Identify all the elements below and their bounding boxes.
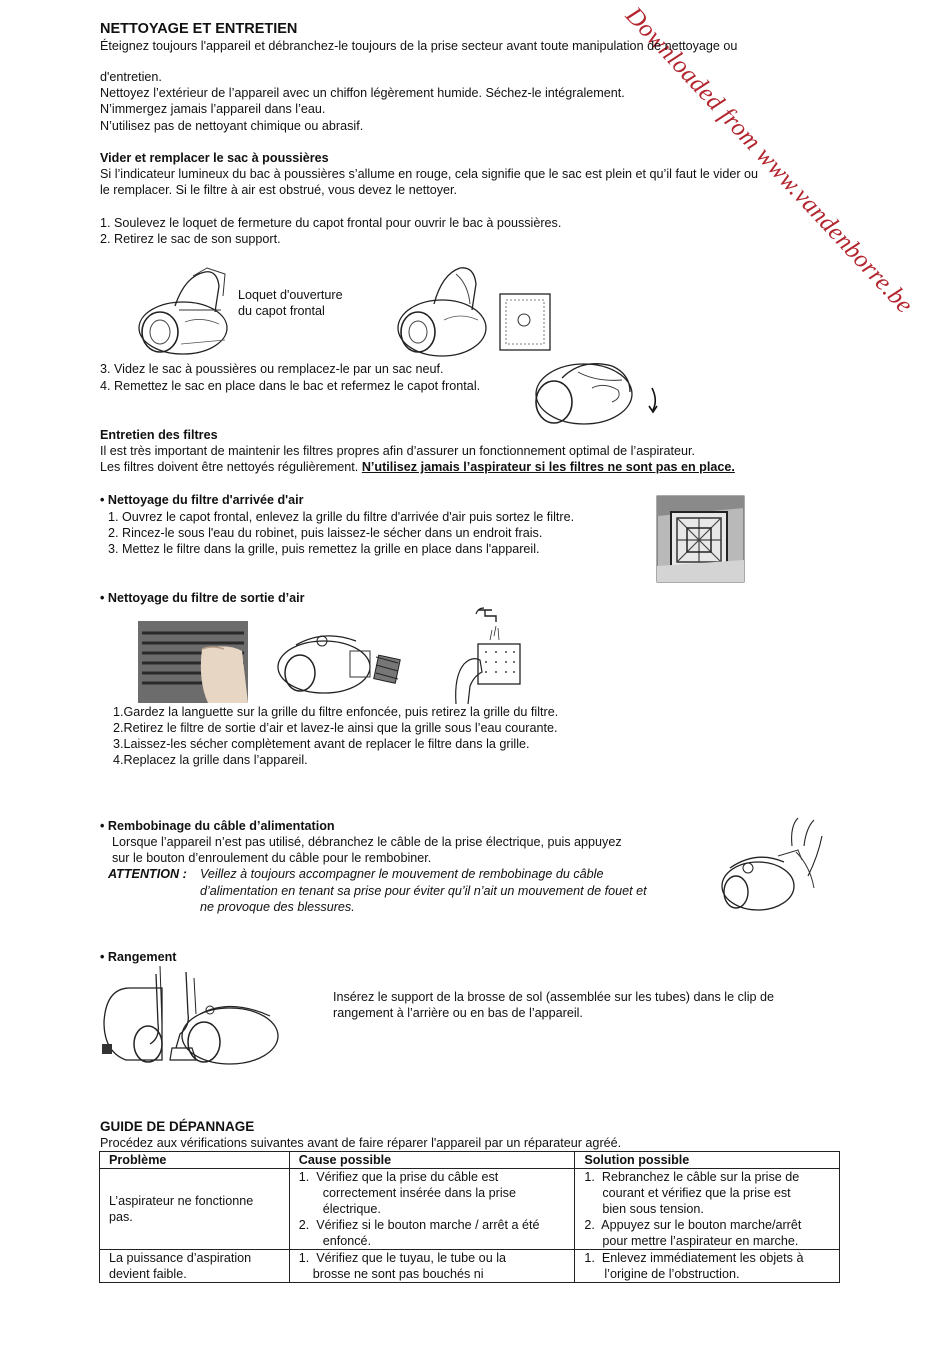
watermark-text: Downloaded from www.vandenborre.be [620,2,919,319]
outlet-filter-photo [138,621,248,703]
vacuum-open-lid-illustration [135,266,235,358]
cause-cell [289,1169,575,1250]
cause-cell [289,1250,575,1283]
outlet-step: 1.Gardez la languette sur la grille du filtre enfoncée, puis retirez la grille du filtre. [113,705,559,719]
cleaning-line: N’utilisez pas de nettoyant chimique ou abrasif. [100,119,364,133]
filters-title: Entretien des filtres [100,428,218,442]
cleaning-line: Éteignez toujours l'appareil et débranchez-le toujours de la prise secteur avant toute manipulation de nettoyage ou [100,39,738,53]
solution-text: Enlevez immédiatement les objets à [601,1251,804,1265]
column-header: Solution possible [575,1152,840,1169]
table-row [100,1250,840,1283]
inlet-step: 3. Mettez le filtre dans la grille, puis remettez la grille en place dans l'appareil. [108,542,540,556]
cleaning-title: NETTOYAGE ET ENTRETIEN [100,21,298,37]
cause-text: électrique. [322,1202,381,1216]
cause-text: Vérifiez que le tuyau, le tube ou la [316,1251,506,1265]
problem-text: pas. [109,1210,133,1224]
list-number: 1. [584,1170,595,1184]
list-number: 2. [584,1218,595,1232]
bag-intro: Si l’indicateur lumineux du bac à poussières s’allume en rouge, cela signifie que le sac est plein et qu’il faut le vider ou [100,167,759,181]
solution-text: bien sous tension. [602,1202,704,1216]
problem-text: La puissance d’aspiration [109,1251,252,1265]
filters-line [100,459,735,475]
outlet-step: 3.Laissez-les sécher complètement avant de replacer le filtre dans la grille. [113,737,530,751]
bag-step: 2. Retirez le sac de son support. [100,232,281,246]
cause-text: brosse ne sont pas bouchés ni [312,1267,484,1281]
solution-cell [575,1169,840,1250]
inlet-step: 2. Rincez-le sous l'eau du robinet, puis laissez-le sécher dans un endroit frais. [108,526,543,540]
cleaning-line: N’immergez jamais l’appareil dans l’eau. [100,102,326,116]
cause-text: Vérifiez si le bouton marche / arrêt a été [316,1218,540,1232]
cable-title: • Rembobinage du câble d’alimentation [100,819,335,833]
problem-cell [100,1169,290,1250]
solution-text: Appuyez sur le bouton marche/arrêt [601,1218,802,1232]
filters-line: Il est très important de maintenir les filtres propres afin d’assurer un fonctionnement optimal de l’aspirateur. [100,444,695,458]
latch-caption: Loquet d'ouverture [238,288,343,302]
vacuum-outlet-filter-illustration [276,627,406,697]
problem-text: L’aspirateur ne fonctionne [109,1194,254,1208]
problem-cell [100,1250,290,1283]
list-number: 1. [298,1251,310,1265]
guide-title: GUIDE DE DÉPANNAGE [100,1119,255,1134]
bag-title: Vider et remplacer le sac à poussières [100,151,329,165]
solution-text: Rebranchez le câble sur la prise de [601,1170,800,1184]
cleaning-line: Nettoyez l’extérieur de l’appareil avec un chiffon légèrement humide. Séchez-le intégralement. [100,86,625,100]
attention-label: ATTENTION : [108,867,187,881]
cable-line: sur le bouton d’enroulement du câble pour le rembobiner. [112,851,432,865]
cause-text: Vérifiez que la prise du câble est [316,1170,499,1184]
bag-intro: le remplacer. Si le filtre à air est obstrué, vous devez le nettoyer. [100,183,457,197]
list-number: 1. [298,1170,310,1184]
storage-line: Insérez le support de la brosse de sol (assemblée sur les tubes) dans le clip de [333,990,775,1004]
vacuum-close-lid-illustration [532,352,660,428]
cause-text: enfoncé. [322,1234,372,1248]
outlet-step: 4.Replacez la grille dans l’appareil. [113,753,308,767]
table-header-row [100,1152,840,1169]
inlet-step: 1. Ouvrez le capot frontal, enlevez la grille du filtre d'arrivée d'air puis sortez le filtre. [108,510,575,524]
cause-text: correctement insérée dans la prise [322,1186,516,1200]
inlet-filter-photo [657,496,744,582]
table-row [100,1169,840,1250]
bag-step: 1. Soulevez le loquet de fermeture du capot frontal pour ouvrir le bac à poussières. [100,216,562,230]
bag-step: 3. Videz le sac à poussières ou remplacez-le par un sac neuf. [100,362,444,376]
inlet-filter-title: • Nettoyage du filtre d'arrivée d'air [100,493,304,507]
outlet-filter-title: • Nettoyage du filtre de sortie d’air [100,591,305,605]
troubleshooting-table [99,1151,840,1283]
solution-text: courant et vérifiez que la prise est [602,1186,791,1200]
list-number: 2. [298,1218,310,1232]
attention-line: Veillez à toujours accompagner le mouvement de rembobinage du câble [200,867,604,881]
vacuum-bag-removal-illustration [396,264,558,362]
guide-intro: Procédez aux vérifications suivantes avant de faire réparer l'appareil par un réparateur agréé. [100,1136,622,1150]
attention-line: d’alimentation en tenant sa prise pour éviter qu’il n’ait un mouvement de fouet et [200,884,647,898]
storage-title: • Rangement [100,950,177,964]
storage-line: rangement à l’arrière ou en bas de l’appareil. [333,1006,583,1020]
cable-rewind-illustration [718,816,826,918]
solution-text: pour mettre l’aspirateur en marche. [602,1234,799,1248]
solution-text: l’origine de l’obstruction. [604,1267,740,1281]
column-header: Cause possible [289,1152,575,1169]
cleaning-line: d'entretien. [100,70,162,84]
filters-warning: N’utilisez jamais l’aspirateur si les filtres ne sont pas en place. [361,460,735,474]
outlet-step: 2.Retirez le filtre de sortie d’air et lavez-le ainsi que la grille sous l’eau courante. [113,721,558,735]
storage-illustration [100,964,286,1072]
solution-cell [575,1250,840,1283]
problem-text: devient faible. [109,1267,187,1281]
cable-line: Lorsque l’appareil n’est pas utilisé, débranchez le câble de la prise électrique, puis appuyez [112,835,622,849]
bag-step: 4. Remettez le sac en place dans le bac et refermez le capot frontal. [100,379,481,393]
filters-line-plain: Les filtres doivent être nettoyés régulièrement. [100,460,362,474]
list-number: 1. [584,1251,595,1265]
column-header: Problème [100,1152,290,1169]
attention-line: ne provoque des blessures. [200,900,355,914]
tap-washing-filter-illustration [448,606,528,704]
latch-caption: du capot frontal [238,304,325,318]
